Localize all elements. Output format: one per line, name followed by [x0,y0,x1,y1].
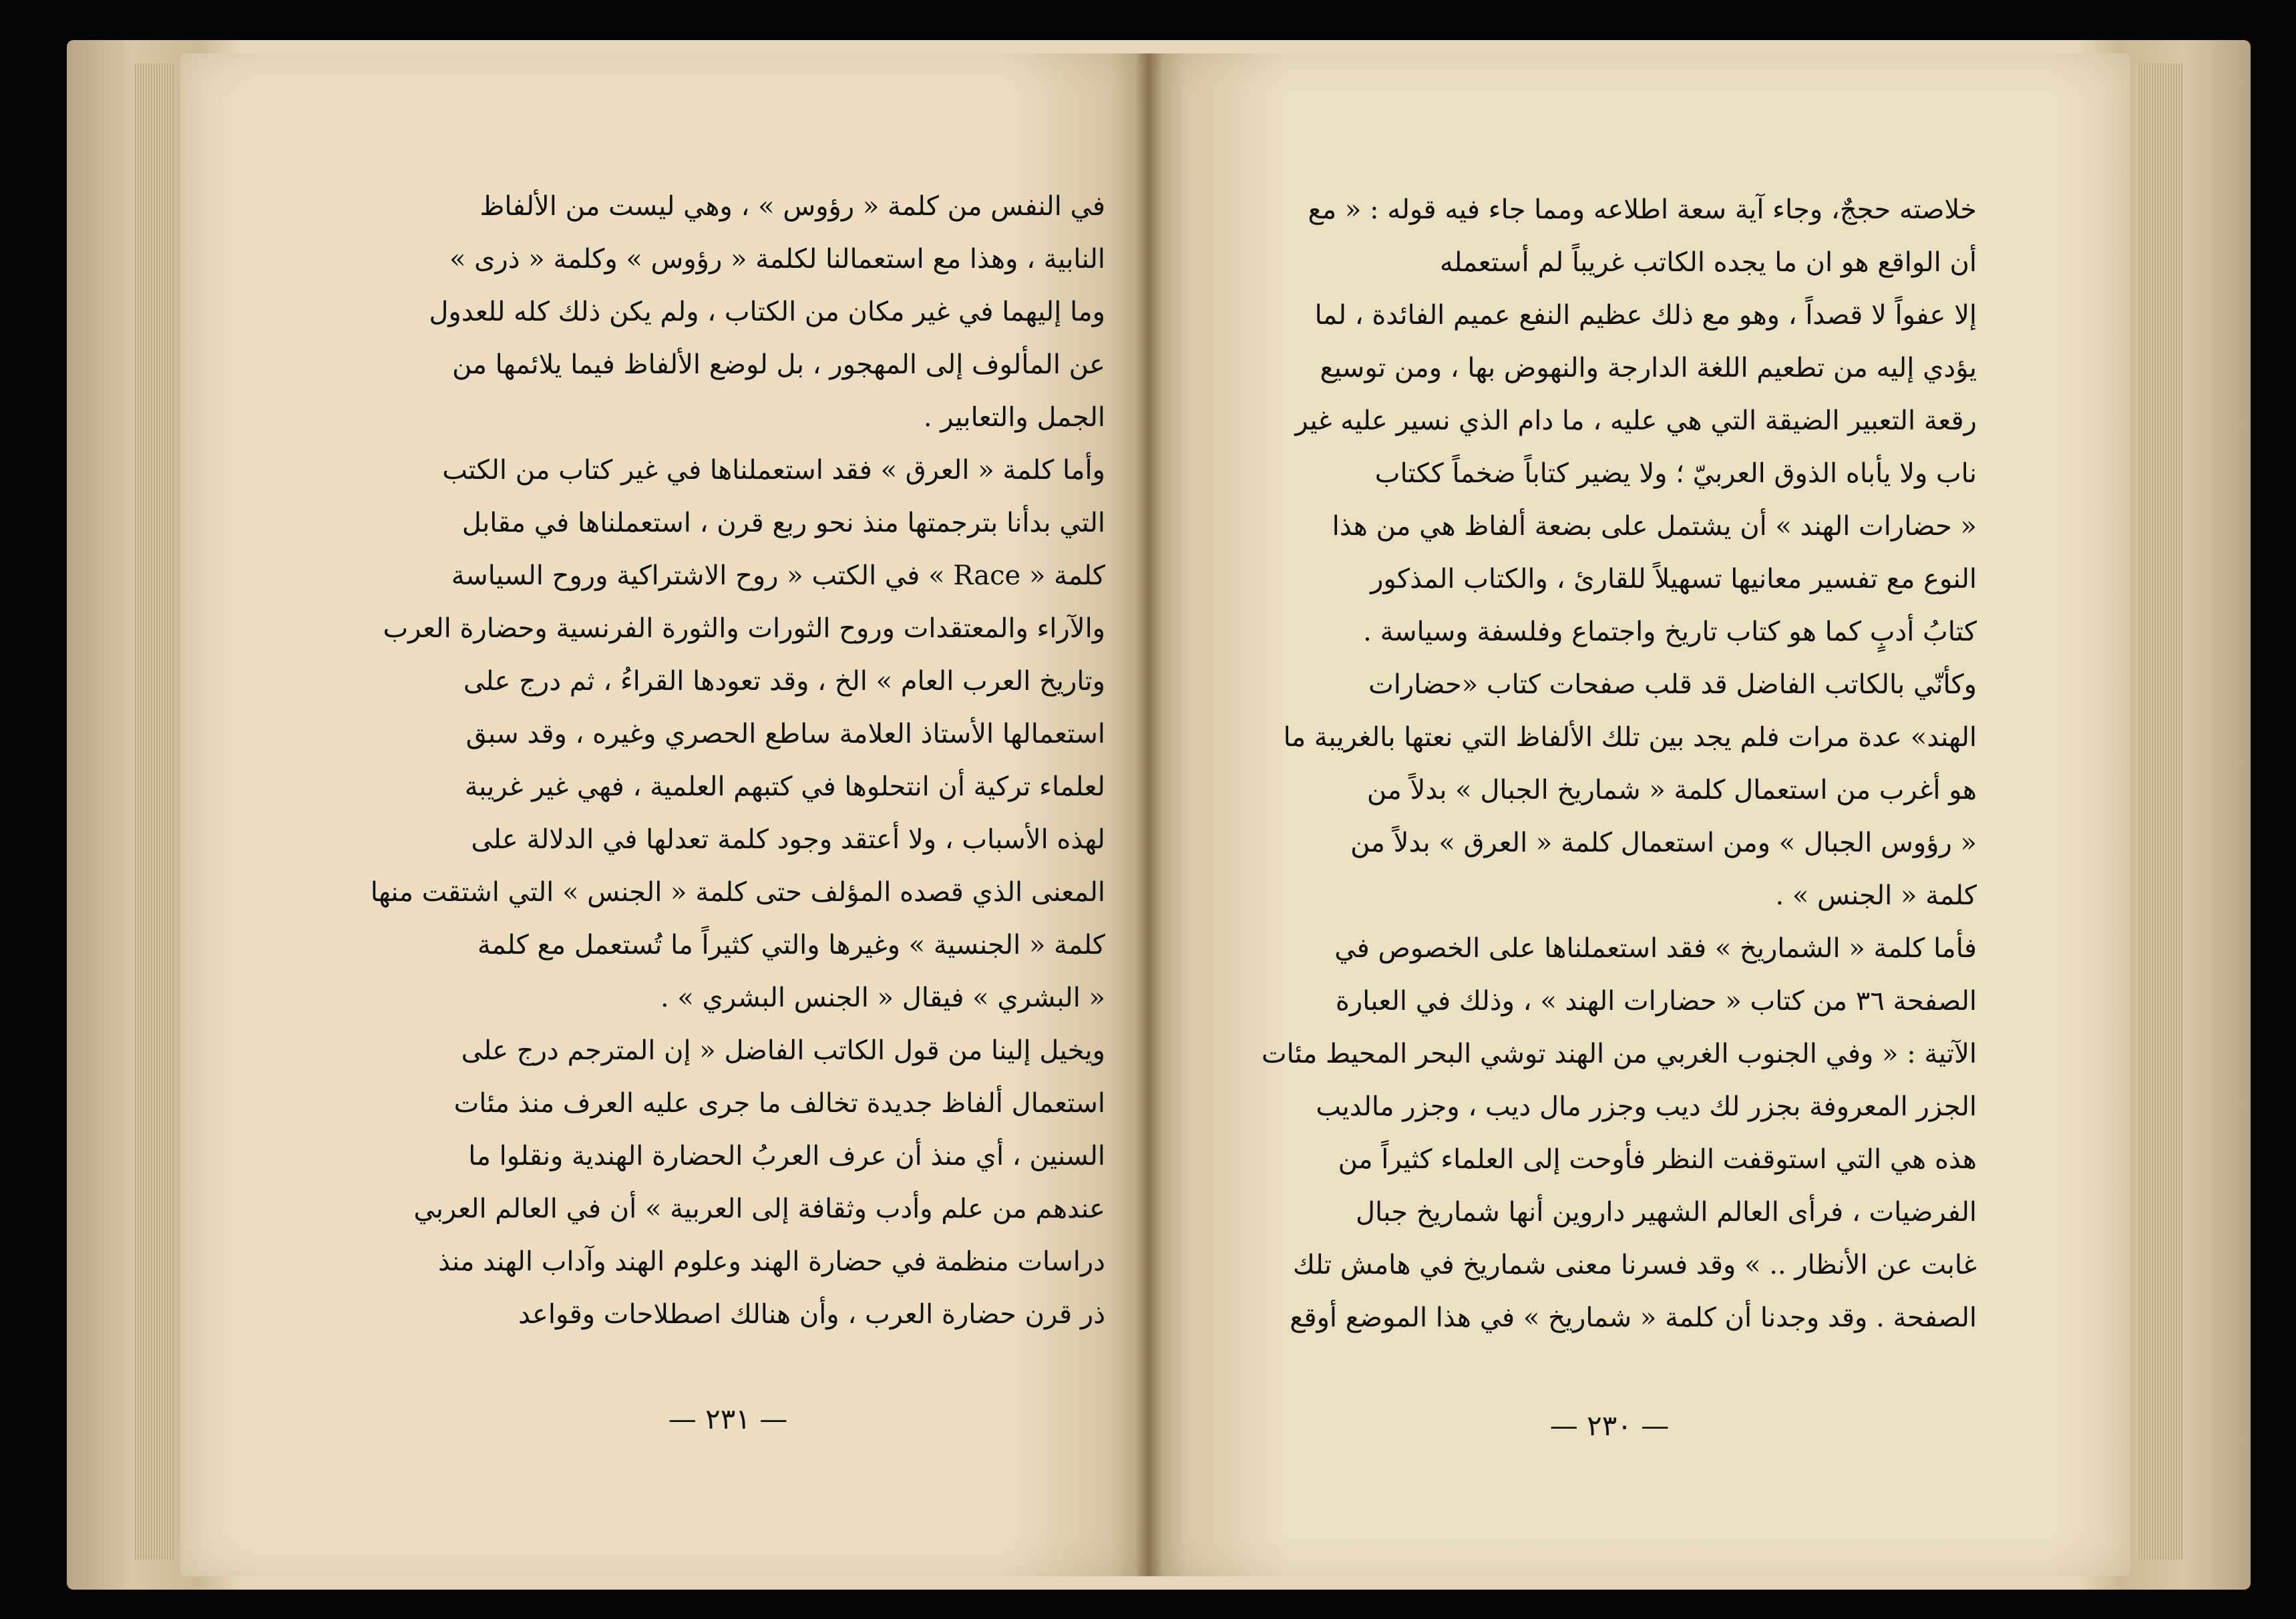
text-line: ناب ولا يأباه الذوق العربيّ ؛ ولا يضير كتاباً ضخماً ككتاب [1374,458,1977,489]
text-line: ذر قرن حضارة العرب ، وأن هنالك اصطلاحات وقواعد [518,1299,1105,1330]
text-line: وكأنّي بالكاتب الفاضل قد قلب صفحات كتاب «حضارات [1368,669,1977,700]
text-line: « البشري » فيقال « الجنس البشري » . [660,982,1105,1013]
text-line: دراسات منظمة في حضارة الهند وعلوم الهند وآداب الهند منذ [437,1246,1105,1277]
text-line: التي بدأنا بترجمتها منذ نحو ربع قرن ، استعملناها في مقابل [461,508,1105,538]
left-page-text [364,180,1105,1341]
text-line: رقعة التعبير الضيقة التي هي عليه ، ما دام الذي نسير عليه غير [1295,405,1977,436]
left-page-leaves [134,63,174,1560]
text-line: كلمة « الجنسية » وغيرها والتي كثيراً ما تُستعمل مع كلمة [477,930,1105,960]
text-line: الجمل والتعابير . [923,402,1105,433]
text-line: « رؤوس الجبال » ومن استعمال كلمة « العرق » بدلاً من [1350,828,1977,858]
right-page-leaves [2137,63,2184,1560]
text-line: وما إليهما في غير مكان من الكتاب ، ولم يكن ذلك كله للعدول [429,297,1105,327]
text-line: عندهم من علم وأدب وثقافة إلى العربية » أن في العالم العربي [413,1194,1105,1224]
text-line: الصفحة ٣٦ من كتاب « حضارات الهند » ، وذلك في العبارة [1335,986,1977,1017]
right-page-number: — ٢٣٠ — [1549,1409,1670,1442]
text-line: ويخيل إلينا من قول الكاتب الفاضل « إن المترجم درج على [461,1035,1105,1066]
text-line: هو أغرب من استعمال كلمة « شماريخ الجبال » بدلاً من [1366,775,1977,805]
text-line: النابية ، وهذا مع استعمالنا لكلمة « رؤوس » وكلمة « ذرى » [449,244,1105,275]
text-line: غابت عن الأنظار .. » وقد فسرنا معنى شماريخ في هامش تلك [1292,1250,1977,1280]
text-line: الفرضيات ، فرأى العالم الشهير داروين أنها شماريخ جبال [1355,1197,1977,1228]
text-line: كلمة « الجنس » . [1775,880,1977,911]
text-line: إلا عفواً لا قصداً ، وهو مع ذلك عظيم النفع عميم الفائدة ، لما [1314,300,1977,331]
text-line: الهند» عدة مرات فلم يجد بين تلك الألفاظ التي نعتها بالغريبة ما [1283,722,1977,753]
text-line: كتابُ أدبٍ كما هو كتاب تاريخ واجتماع وفلسفة وسياسة . [1363,616,1977,647]
text-line: النوع مع تفسير معانيها تسهيلاً للقارئ ، والكتاب المذكور [1370,564,1977,594]
text-line: فأما كلمة « الشماريخ » فقد استعملناها على الخصوص في [1334,933,1977,964]
text-line: وأما كلمة « العرق » فقد استعملناها في غير كتاب من الكتب [442,455,1105,486]
text-line: خلاصته حججٌ، وجاء آية سعة اطلاعه ومما جاء فيه قوله : « مع [1308,194,1977,225]
text-line: وتاريخ العرب العام » الخ ، وقد تعودها القراءُ ، ثم درج على [463,666,1105,697]
text-line: أن الواقع هو ان ما يجده الكاتب غريباً لم أستعمله [1439,247,1977,278]
text-line: الآتية : « وفي الجنوب الغربي من الهند توشي البحر المحيط مئات [1261,1039,1977,1069]
text-line: السنين ، أي منذ أن عرف العربُ الحضارة الهندية ونقلوا ما [468,1141,1105,1172]
text-line: والآراء والمعتقدات وروح الثورات والثورة الفرنسية وحضارة العرب [383,613,1105,644]
text-line: عن المألوف إلى المهجور ، بل لوضع الألفاظ فيما يلائمها من [452,349,1105,380]
text-line: لهذه الأسباب ، ولا أعتقد وجود كلمة تعدلها في الدلالة على [471,824,1105,855]
text-line: الجزر المعروفة بجزر لك ديب وجزر مال ديب ، وجزر مالديب [1316,1091,1977,1122]
text-line: يؤدي إليه من تطعيم اللغة الدارجة والنهوض بها ، ومن توسيع [1320,353,1977,383]
book-gutter [1135,53,1162,1576]
text-line: استعمال ألفاظ جديدة تخالف ما جرى عليه العرف منذ مئات [453,1088,1105,1119]
text-line: هذه هي التي استوقفت النظر فأوحت إلى العلماء كثيراً من [1338,1144,1977,1175]
left-page-number: — ٢٣١ — [668,1403,788,1435]
text-line: لعلماء تركية أن انتحلوها في كتبهم العلمية ، فهي غير غريبة [464,771,1105,802]
text-line: في النفس من كلمة « رؤوس » ، وهي ليست من الألفاظ [480,191,1105,222]
text-line: الصفحة . وقد وجدنا أن كلمة « شماريخ » في هذا الموضع أوقع [1290,1302,1977,1333]
text-line: المعنى الذي قصده المؤلف حتى كلمة « الجنس » التي اشتقت منها [370,877,1105,908]
text-line: استعمالها الأستاذ العلامة ساطع الحصري وغيره ، وقد سبق [465,719,1105,749]
right-page-text [1229,184,1977,1344]
text-line: كلمة « Race » في الكتب « روح الاشتراكية وروح السياسة [451,560,1105,591]
text-line: « حضارات الهند » أن يشتمل على بضعة ألفاظ هي من هذا [1332,511,1977,542]
